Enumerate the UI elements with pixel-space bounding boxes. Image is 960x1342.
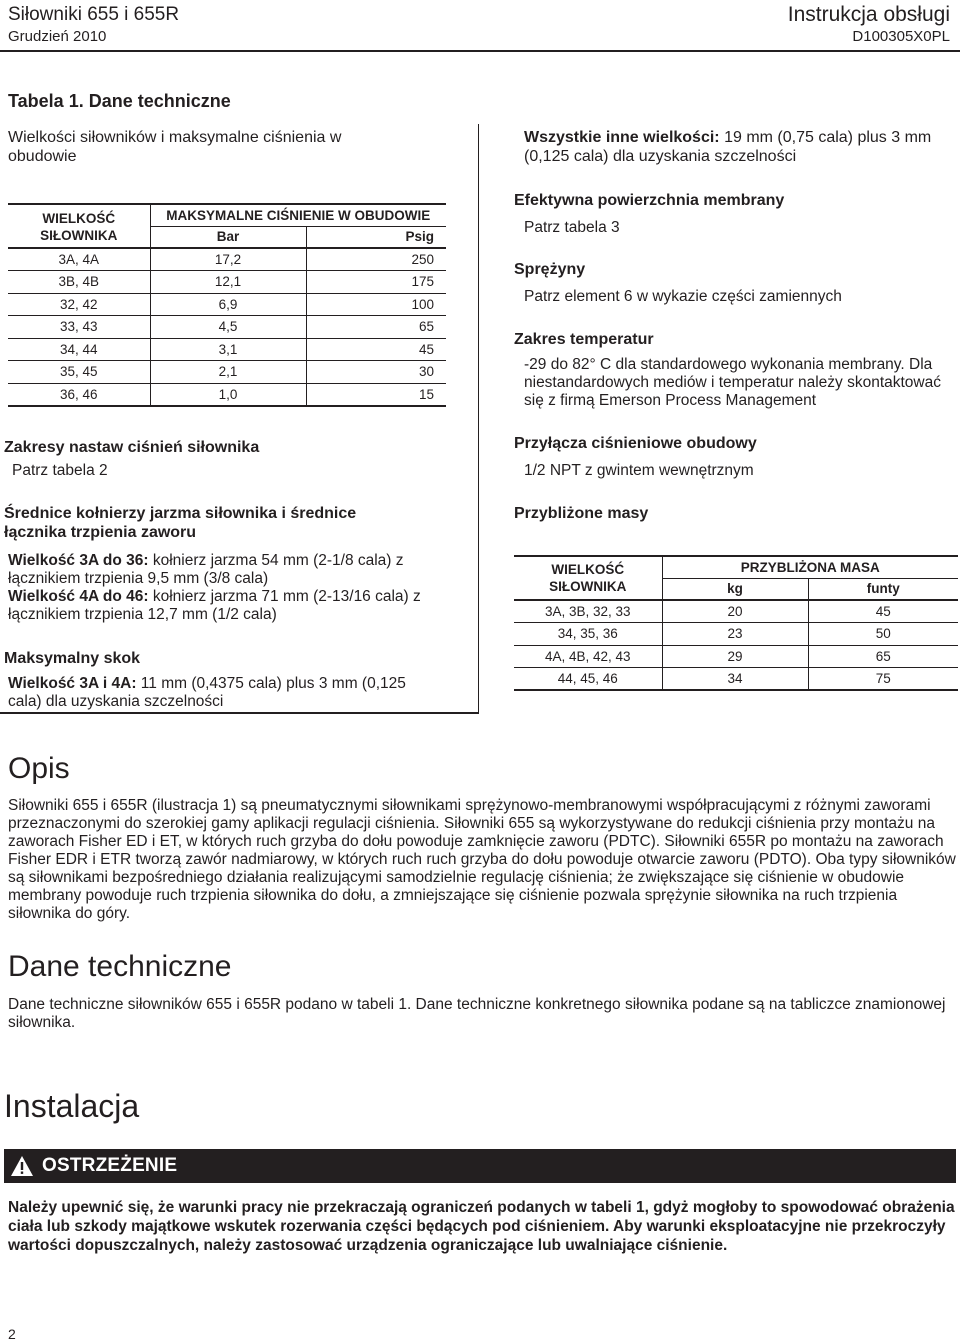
other-sizes-value: 19 mm (0,75 cala) plus 3 mm (0,125 cala) dla uzyskania szczelności (524, 129, 932, 165)
area-heading: Efektywna powierzchnia membrany (514, 192, 785, 209)
pressure-col-group: MAKSYMALNE CIŚNIENIE W OBUDOWIE (150, 204, 446, 226)
table-cell: 30 (306, 361, 446, 384)
mass-heading: Przybliżone masy (514, 505, 649, 522)
table-cell: 250 (306, 248, 446, 271)
table-row (8, 338, 446, 361)
table-cell: 35, 45 (8, 361, 150, 384)
table-1-left-column (0, 128, 478, 711)
springs-heading: Sprężyny (514, 261, 586, 278)
document-product-title: Siłowniki 655 i 655R (8, 4, 180, 25)
mass-col-lb: funty (808, 578, 958, 600)
conn-heading: Przyłącza ciśnieniowe obudowy (514, 435, 757, 452)
ranges-text: Patrz tabela 2 (12, 461, 108, 479)
ranges-heading: Zakresy nastaw ciśnień siłownika (4, 438, 260, 456)
section-title-instalacja: Instalacja (4, 1088, 140, 1124)
yoke-l2-text: kołnierz jarzma 71 mm (2-13/16 cala) z łącznikiem trzpienia 12,7 mm (1/2 cala) (8, 587, 421, 623)
section-title-dane: Dane techniczne (8, 950, 232, 983)
table-cell: 34, 44 (8, 338, 150, 361)
table-cell: 100 (306, 293, 446, 316)
table-cell: 2,1 (150, 361, 306, 384)
table-cell: 12,1 (150, 271, 306, 294)
table-1-right-column (514, 128, 960, 691)
yoke-l1-text: kołnierz jarzma 54 mm (2-1/8 cala) z łącznikiem trzpienia 9,5 mm (3/8 cala) (8, 551, 404, 587)
table-cell: 4A, 4B, 42, 43 (514, 645, 662, 668)
pressure-col-psig: Psig (306, 226, 446, 248)
table-row (8, 383, 446, 406)
table-cell: 3B, 4B (8, 271, 150, 294)
table-cell: 33, 43 (8, 316, 150, 339)
table-row (514, 623, 958, 646)
stroke-heading: Maksymalny skok (4, 649, 141, 667)
other-sizes-label: Wszystkie inne wielkości: (524, 129, 720, 146)
header-rule (0, 50, 960, 52)
pressure-heading: Wielkości siłowników i maksymalne ciśnienia w obudowie (8, 129, 342, 165)
table-row (8, 361, 446, 384)
conn-text: 1/2 NPT z gwintem wewnętrznym (524, 462, 754, 479)
mass-table (514, 555, 958, 691)
warning-label: OSTRZEŻENIE (42, 1155, 178, 1176)
table-row (8, 293, 446, 316)
warning-bar (4, 1149, 956, 1183)
table-cell: 34 (662, 668, 808, 691)
table-cell: 20 (662, 600, 808, 623)
yoke-text (8, 552, 458, 624)
table-row (8, 316, 446, 339)
table-cell: 3A, 3B, 32, 33 (514, 600, 662, 623)
document-date: Grudzień 2010 (8, 28, 107, 45)
temp-heading: Zakres temperatur (514, 331, 654, 348)
mass-col-kg: kg (662, 578, 808, 600)
table-cell: 17,2 (150, 248, 306, 271)
table-cell: 65 (306, 316, 446, 339)
table-cell: 175 (306, 271, 446, 294)
table-cell: 50 (808, 623, 958, 646)
yoke-l1-label: Wielkość 3A do 36: (8, 551, 149, 569)
springs-text: Patrz element 6 w wykazie części zamiennych (524, 288, 842, 305)
table-row (8, 271, 446, 294)
table-cell: 1,0 (150, 383, 306, 406)
table-cell: 3,1 (150, 338, 306, 361)
table-cell: 44, 45, 46 (514, 668, 662, 691)
stroke-label: Wielkość 3A i 4A: (8, 674, 137, 692)
stroke-value: 11 mm (0,4375 cala) plus 3 mm (0,125 cala) dla uzyskania szczelności (8, 674, 406, 710)
table-row (514, 645, 958, 668)
table-cell: 65 (808, 645, 958, 668)
pressure-col-size (8, 204, 150, 248)
yoke-l2-label: Wielkość 4A do 46: (8, 587, 149, 605)
section-text-dane: Dane techniczne siłowników 655 i 655R podano w tabeli 1. Dane techniczne konkretnego siłownika podane są na tabliczce znamionowej siłownika. (8, 996, 946, 1031)
table-cell: 75 (808, 668, 958, 691)
table-cell: 3A, 4A (8, 248, 150, 271)
yoke-heading: Średnice kołnierzy jarzma siłownika i średnice łącznika trzpienia zaworu (4, 504, 357, 541)
section-title-opis: Opis (8, 752, 70, 785)
page-number: 2 (8, 1326, 16, 1342)
mass-col-group: PRZYBLIŻONA MASA (662, 556, 958, 578)
other-sizes-text (524, 128, 960, 166)
document-type: Instrukcja obsługi (787, 3, 950, 26)
document-code: D100305X0PL (852, 28, 950, 45)
pressure-col-bar: Bar (150, 226, 306, 248)
table-cell: 34, 35, 36 (514, 623, 662, 646)
warning-triangle-icon (10, 1154, 34, 1178)
table-cell: 45 (808, 600, 958, 623)
table-cell: 6,9 (150, 293, 306, 316)
table-cell: 29 (662, 645, 808, 668)
area-text: Patrz tabela 3 (524, 219, 620, 236)
table-cell: 36, 46 (8, 383, 150, 406)
table-cell: 4,5 (150, 316, 306, 339)
table-1-bottom-rule (0, 712, 478, 714)
warning-text: Należy upewnić się, że warunki pracy nie przekraczają ograniczeń podanych w tabeli 1, gdyż mogłoby to spowodować obrażenia ciała lub szkody majątkowe wskutek rozerwania części będących pod ciśnieniem. Aby warunki eksploatacyjne nie przekroczyły wartości dopuszczalnych, należy zastosować urządzenia ograniczające lub uwalniające ciśnienie. (8, 1199, 955, 1254)
table-cell: 45 (306, 338, 446, 361)
mass-col-size (514, 556, 662, 600)
table-cell: 15 (306, 383, 446, 406)
table-row (514, 600, 958, 623)
pressure-table (8, 203, 446, 407)
table-row (514, 668, 958, 691)
pressure-col-size-label: WIELKOŚĆ SIŁOWNIKA (40, 211, 118, 243)
temp-text: -29 do 82° C dla standardowego wykonania membrany. Dla niestandardowych mediów i temperatur należy skontaktować się z firmą Emerson Process Management (524, 356, 941, 409)
stroke-text (8, 675, 408, 711)
table-row (8, 248, 446, 271)
column-divider (478, 124, 479, 714)
table-cell: 23 (662, 623, 808, 646)
table-cell: 32, 42 (8, 293, 150, 316)
mass-col-size-label: WIELKOŚĆ SIŁOWNIKA (549, 562, 627, 594)
section-text-opis: Siłowniki 655 i 655R (ilustracja 1) są pneumatycznymi siłownikami sprężynowo-membranowymi współpracującymi z różnymi zaworami przeznaczonymi do szerokiej gamy aplikacji regulacji ciśnienia. Siłowniki 655 są wykorzystywane do redukcji ciśnienia przy montażu na zaworach Fisher ED i ET, w których ruch grzyba do dołu powoduje zamknięcie zaworu (PDTC). Siłowniki 655R po montażu na zaworach Fisher EDR i ETR tworzą zawór nadmiarowy, w których ruch ruch grzyba do dołu powoduje otwarcie zaworu (PDTO). Oba typy siłowników są siłownikami bezpośredniego działania realizującymi samodzielnie regulację ciśnienia; że zwiększające się ciśnienie w obudowie membrany powoduje ruch trzpienia siłownika do dołu, a zmniejszające się ciśnienie pozwala sprężynie siłownika na ruch trzpienia siłownika do góry. (8, 797, 956, 922)
table-1-title: Tabela 1. Dane techniczne (8, 91, 231, 111)
